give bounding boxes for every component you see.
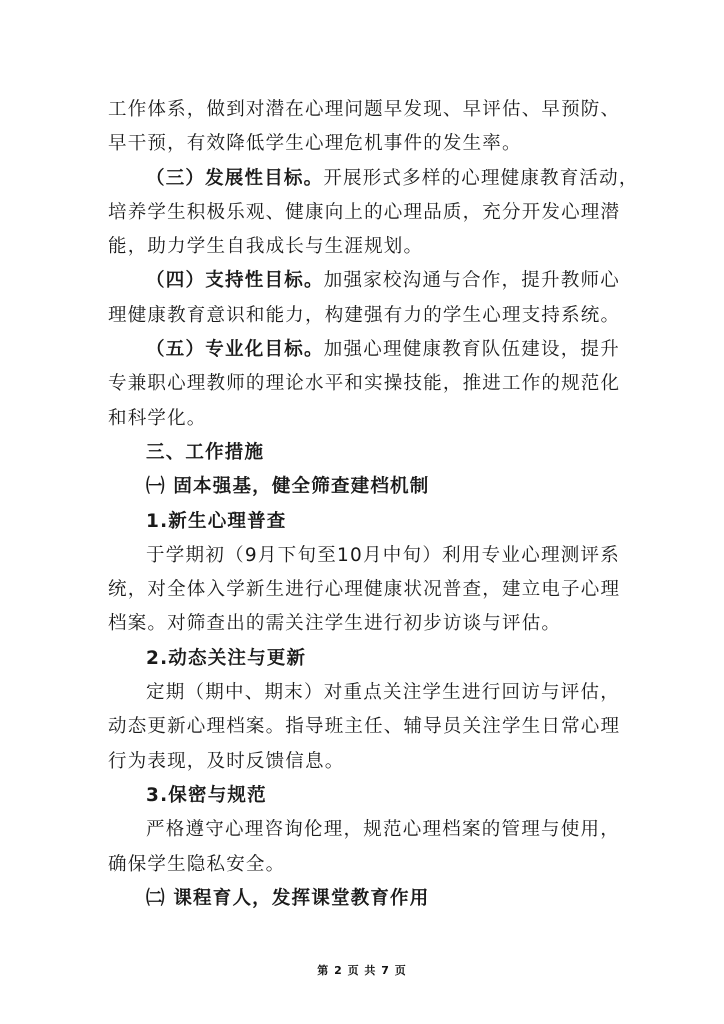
document-body — [108, 93, 639, 916]
paragraph-goal-3 — [108, 162, 639, 265]
text-line: 和科学化。 — [108, 407, 207, 429]
paragraph-continuation — [108, 93, 620, 162]
text-line — [108, 264, 620, 298]
text-line: 工作体系，做到对潜在心理问题早发现、早评估、早预防、 — [108, 99, 621, 120]
goal-lead-4: （四）支持性目标。 — [146, 270, 324, 292]
text-line: 定期（期中、期末）对重点关注学生进行回访与评估， — [146, 682, 620, 704]
item-paragraph-1 — [108, 539, 620, 642]
section-heading: 三、工作措施 — [146, 441, 265, 463]
goal-lead-5: （五）专业化目标。 — [146, 339, 324, 361]
item-paragraph-3 — [108, 813, 620, 882]
text-line: 专兼职心理教师的理论水平和实操技能，推进工作的规范化 — [108, 373, 621, 395]
item-paragraph-2 — [108, 676, 620, 779]
subsection-heading-1: ㈠ 固本强基，健全筛查建档机制 — [146, 476, 430, 498]
text-line: 培养学生积极乐观、健康向上的心理品质，充分开发心理潜 — [108, 201, 621, 223]
item-title-2: 2.动态关注与更新 — [146, 647, 307, 669]
goal-text: 开展形式多样的心理健康教育活动， — [323, 167, 639, 189]
text-line: 确保学生隐私安全。 — [108, 853, 286, 875]
text-line: 于学期初（9月下旬至10月中旬）利用专业心理测评系 — [146, 544, 620, 566]
paragraph-goal-4 — [108, 264, 620, 333]
page-number-footer: 第 2 页 共 7 页 — [317, 964, 407, 977]
item-title-1: 1.新生心理普查 — [146, 510, 287, 532]
subsection-heading-2: ㈡ 课程育人，发挥课堂教育作用 — [146, 887, 430, 909]
text-line: 统，对全体入学新生进行心理健康状况普查，建立电子心理 — [108, 579, 621, 601]
text-line: 严格遵守心理咨询伦理，规范心理档案的管理与使用， — [146, 819, 620, 841]
text-line: 早干预，有效降低学生心理危机事件的发生率。 — [108, 133, 522, 155]
text-line: 档案。对筛查出的需关注学生进行初步访谈与评估。 — [108, 613, 562, 635]
text-line: 理健康教育意识和能力，构建强有力的学生心理支持系统。 — [108, 304, 621, 326]
goal-lead-3: （三）发展性目标。 — [146, 167, 324, 189]
item-title-3: 3.保密与规范 — [146, 784, 267, 806]
text-line: 动态更新心理档案。指导班主任、辅导员关注学生日常心理 — [108, 716, 621, 738]
text-line: 行为表现，及时反馈信息。 — [108, 750, 345, 772]
paragraph-goal-5 — [108, 333, 620, 436]
text-line: 能，助力学生自我成长与生涯规划。 — [108, 236, 424, 258]
text-line — [108, 333, 620, 367]
goal-text: 加强家校沟通与合作，提升教师心 — [323, 270, 620, 292]
goal-text: 加强心理健康教育队伍建设，提升 — [323, 339, 620, 361]
text-line — [108, 162, 639, 196]
